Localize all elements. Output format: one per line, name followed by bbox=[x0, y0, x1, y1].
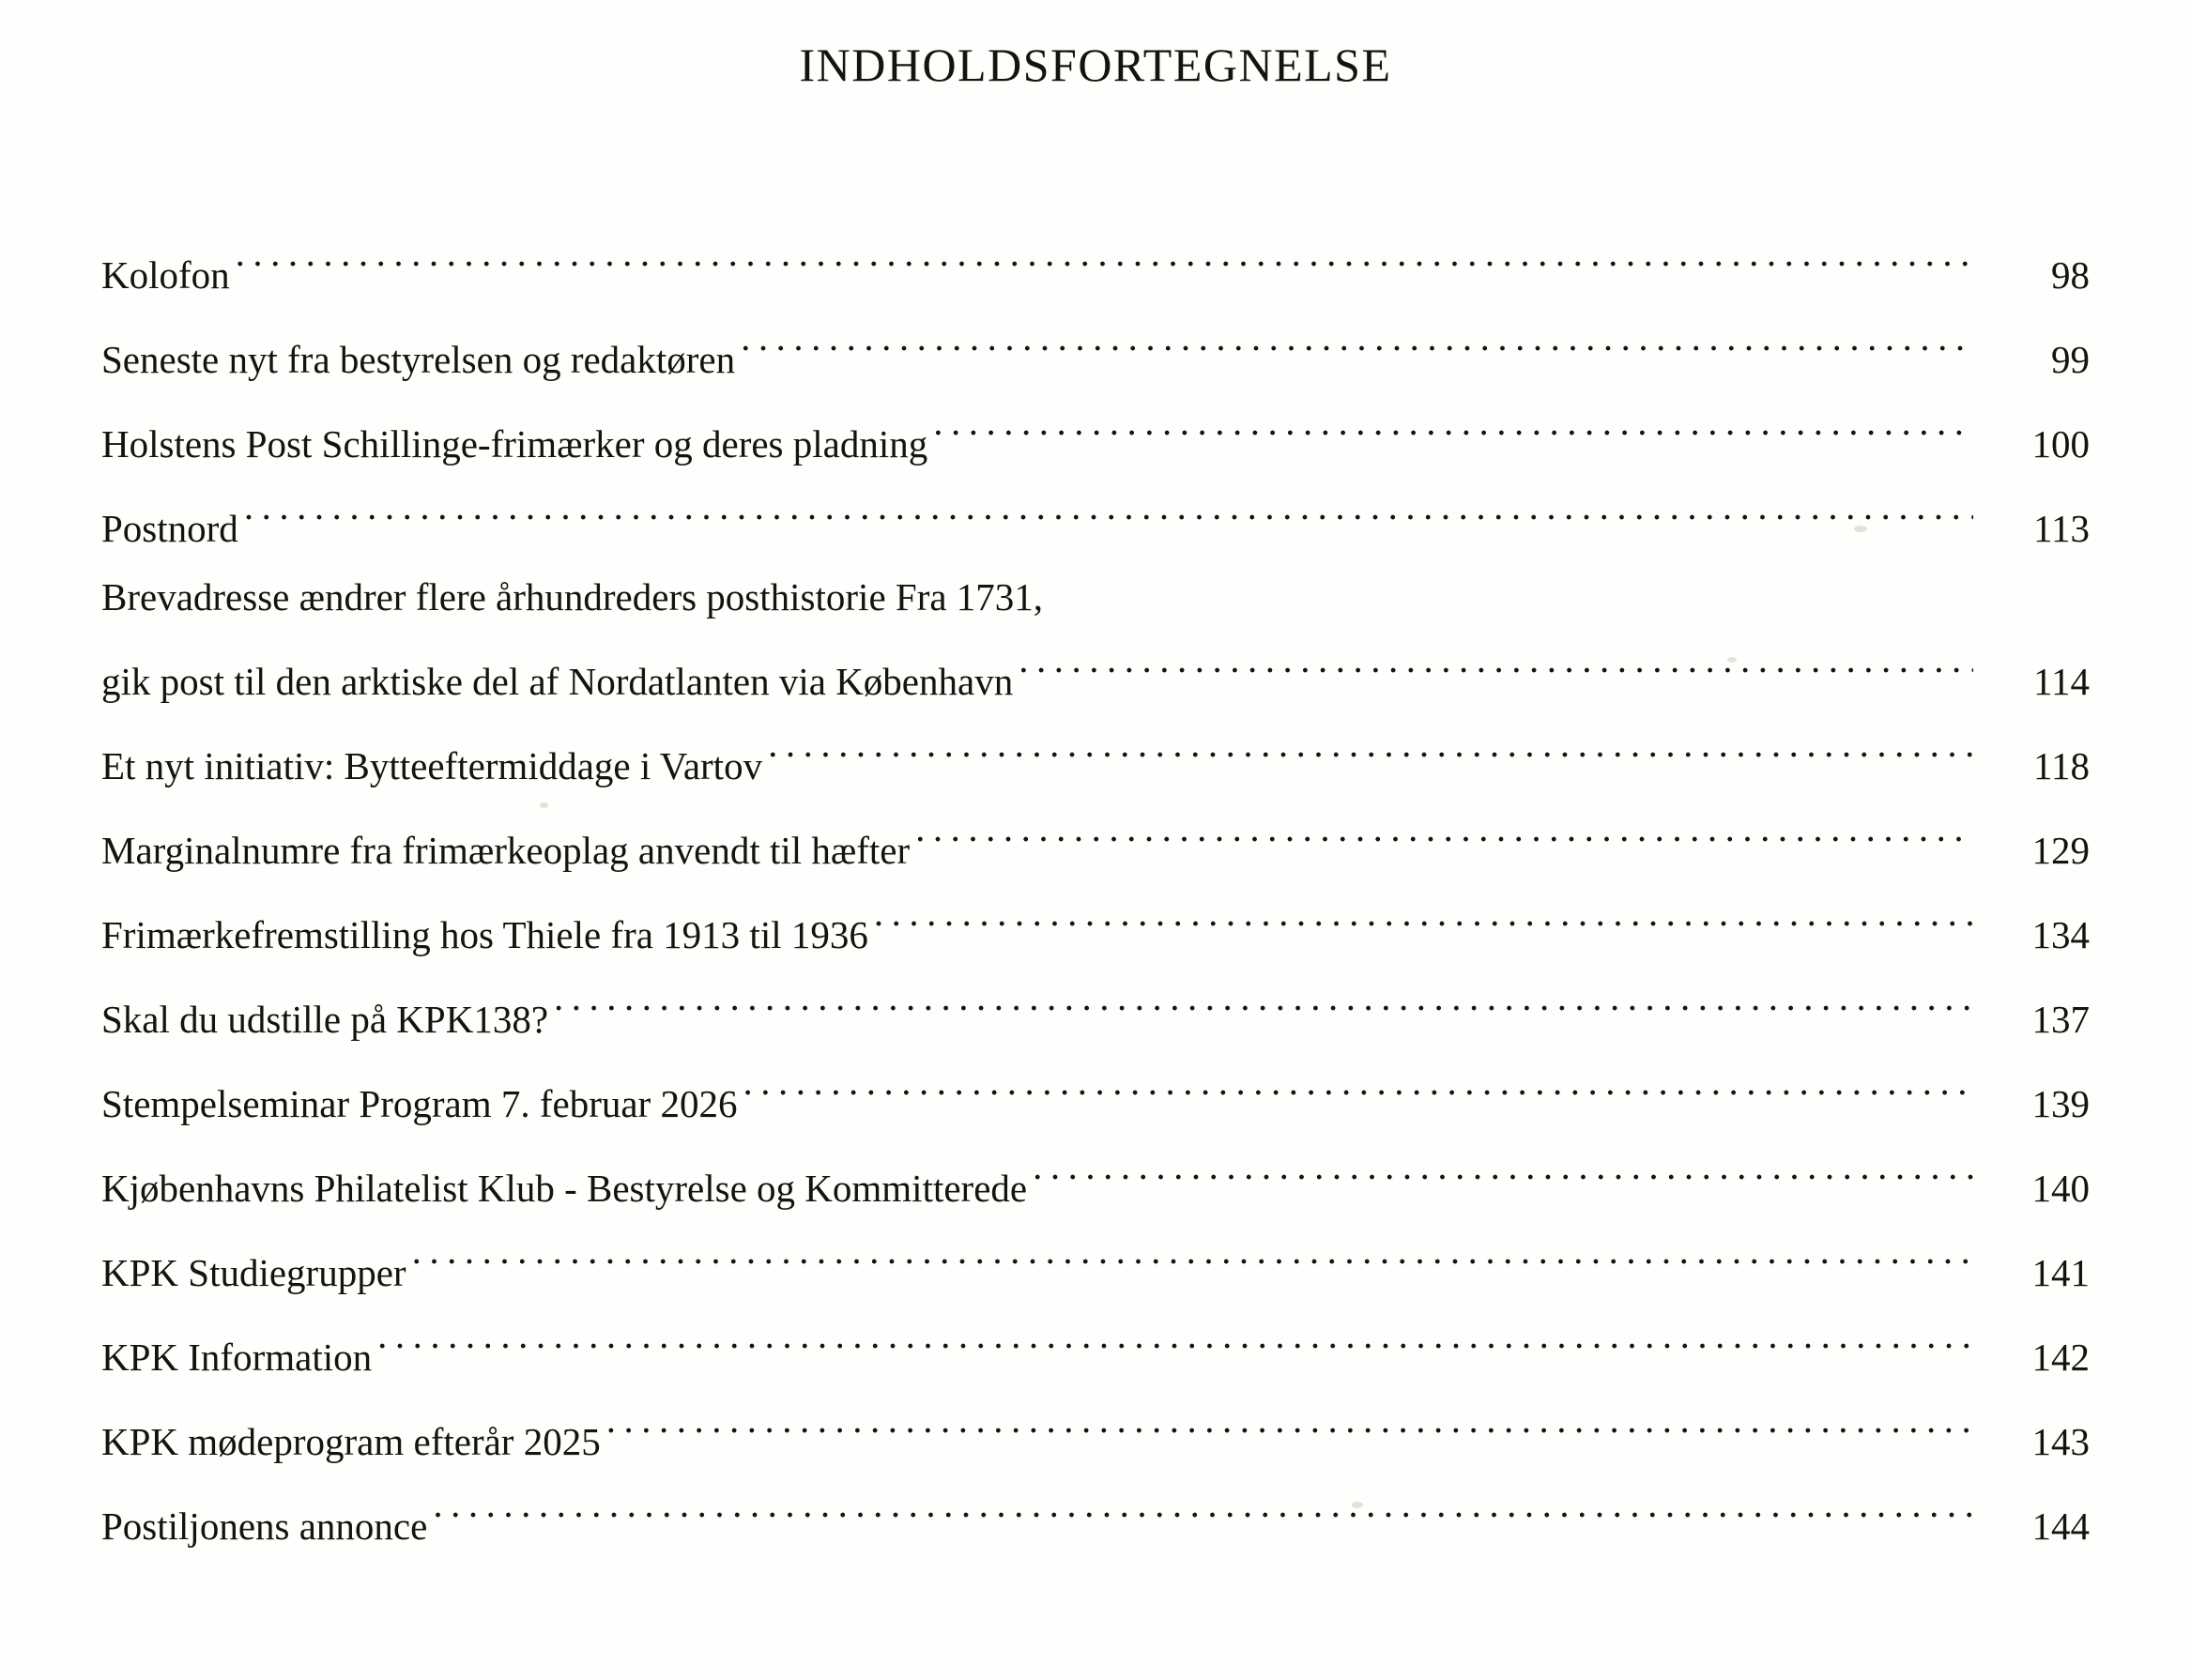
toc-entry-row bbox=[101, 721, 2090, 795]
toc-entry-row bbox=[101, 636, 2090, 710]
toc-entry-row bbox=[101, 1059, 2090, 1133]
toc-entry-page-number: 99 bbox=[2051, 338, 2090, 381]
toc-leader-dots bbox=[915, 805, 1973, 863]
toc-leader-dots bbox=[433, 1481, 1973, 1539]
paper-speck bbox=[1727, 657, 1737, 663]
paper-speck bbox=[1854, 526, 1867, 532]
toc-entry-label: gik post til den arktiske del af Nordatlanten via København bbox=[101, 660, 1014, 703]
toc-entry[interactable] bbox=[101, 483, 2090, 557]
toc-entry-label: KPK Studiegrupper bbox=[101, 1251, 406, 1294]
toc-entry-row bbox=[101, 890, 2090, 964]
toc-leader-dots bbox=[236, 230, 1973, 288]
toc-entry-label: Marginalnumre fra frimærkeoplag anvendt til hæfter bbox=[101, 829, 911, 872]
toc-leader-dots bbox=[412, 1228, 1973, 1286]
toc-leader-dots bbox=[244, 483, 1973, 542]
toc-entry-row bbox=[101, 1143, 2090, 1217]
toc-entry[interactable] bbox=[101, 805, 2090, 879]
toc-entry-row bbox=[101, 483, 2090, 557]
toc-entry-row bbox=[101, 1481, 2090, 1555]
toc-entry[interactable] bbox=[101, 1143, 2090, 1217]
toc-leader-dots bbox=[743, 1059, 1973, 1117]
toc-entry-row bbox=[101, 314, 2090, 389]
toc-leader-dots bbox=[874, 890, 1973, 948]
toc-entry-page-number: 139 bbox=[2031, 1082, 2090, 1125]
toc-entry-page-number: 118 bbox=[2033, 744, 2090, 787]
toc-entry[interactable] bbox=[101, 890, 2090, 964]
page-title: INDHOLDSFORTEGNELSE bbox=[799, 38, 1392, 91]
toc-entry-line: Brevadresse ændrer flere århundreders posthistorie Fra 1731, bbox=[101, 575, 1044, 619]
toc-entry-row bbox=[101, 1312, 2090, 1386]
toc-entry[interactable] bbox=[101, 974, 2090, 1048]
toc-entry-page-number: 98 bbox=[2051, 253, 2090, 297]
toc-entry-page-number: 142 bbox=[2031, 1336, 2090, 1379]
toc-leader-dots bbox=[377, 1312, 1973, 1370]
toc-entry-label: Seneste nyt fra bestyrelsen og redaktøren bbox=[101, 338, 736, 381]
toc-entry[interactable] bbox=[101, 1481, 2090, 1555]
paper-speck bbox=[1352, 1502, 1363, 1508]
toc-entry-page-number: 140 bbox=[2031, 1167, 2090, 1210]
toc-leader-dots bbox=[1033, 1143, 1973, 1201]
toc-entry[interactable] bbox=[101, 1228, 2090, 1302]
toc-entry[interactable] bbox=[101, 1059, 2090, 1133]
toc-leader-dots bbox=[741, 314, 1973, 373]
toc-entry-page-number: 129 bbox=[2031, 829, 2090, 872]
toc-entry[interactable] bbox=[101, 230, 2090, 304]
toc-entry-label: Postnord bbox=[101, 507, 238, 550]
paper-speck bbox=[540, 802, 548, 808]
toc-entry-label: Frimærkefremstilling hos Thiele fra 1913 til 1936 bbox=[101, 913, 868, 956]
toc-entry-label: KPK mødeprogram efterår 2025 bbox=[101, 1420, 601, 1463]
toc-entry-page-number: 113 bbox=[2033, 507, 2090, 550]
toc-entry-row bbox=[101, 805, 2090, 879]
toc-entry[interactable] bbox=[101, 568, 2090, 710]
toc-entry-page-number: 144 bbox=[2031, 1504, 2090, 1548]
table-of-contents bbox=[101, 230, 2090, 1565]
toc-entry-row bbox=[101, 399, 2090, 473]
toc-entry-row bbox=[101, 1228, 2090, 1302]
toc-entry[interactable] bbox=[101, 1312, 2090, 1386]
toc-entry-page-number: 134 bbox=[2031, 913, 2090, 956]
toc-entry-row bbox=[101, 230, 2090, 304]
toc-entry-page-number: 100 bbox=[2031, 422, 2090, 466]
toc-entry-row bbox=[101, 1397, 2090, 1471]
toc-entry-page-number: 137 bbox=[2031, 998, 2090, 1041]
toc-entry-label: Postiljonens annonce bbox=[101, 1504, 428, 1548]
toc-entry-label: Et nyt initiativ: Bytteeftermiddage i Vartov bbox=[101, 744, 763, 787]
toc-leader-dots bbox=[554, 974, 1973, 1032]
toc-entry-label: Holstens Post Schillinge-frimærker og deres pladning bbox=[101, 422, 928, 466]
toc-entry-label: KPK Information bbox=[101, 1336, 373, 1379]
toc-leader-dots bbox=[606, 1397, 1973, 1455]
toc-entry-row bbox=[101, 974, 2090, 1048]
toc-entry-label: Stempelseminar Program 7. februar 2026 bbox=[101, 1082, 738, 1125]
toc-leader-dots bbox=[1019, 636, 1973, 695]
toc-entry-label: Kolofon bbox=[101, 253, 230, 297]
toc-leader-dots bbox=[768, 721, 1973, 779]
toc-entry-page-number: 143 bbox=[2031, 1420, 2090, 1463]
toc-entry-page-number: 114 bbox=[2033, 660, 2090, 703]
toc-entry[interactable] bbox=[101, 314, 2090, 389]
toc-entry-label: Kjøbenhavns Philatelist Klub - Bestyrelse og Kommitterede bbox=[101, 1167, 1028, 1210]
toc-leader-dots bbox=[933, 399, 1973, 457]
toc-entry-label: Skal du udstille på KPK138? bbox=[101, 998, 549, 1041]
toc-entry[interactable] bbox=[101, 1397, 2090, 1471]
toc-entry-page-number: 141 bbox=[2031, 1251, 2090, 1294]
toc-entry[interactable] bbox=[101, 399, 2090, 473]
toc-entry[interactable] bbox=[101, 721, 2090, 795]
